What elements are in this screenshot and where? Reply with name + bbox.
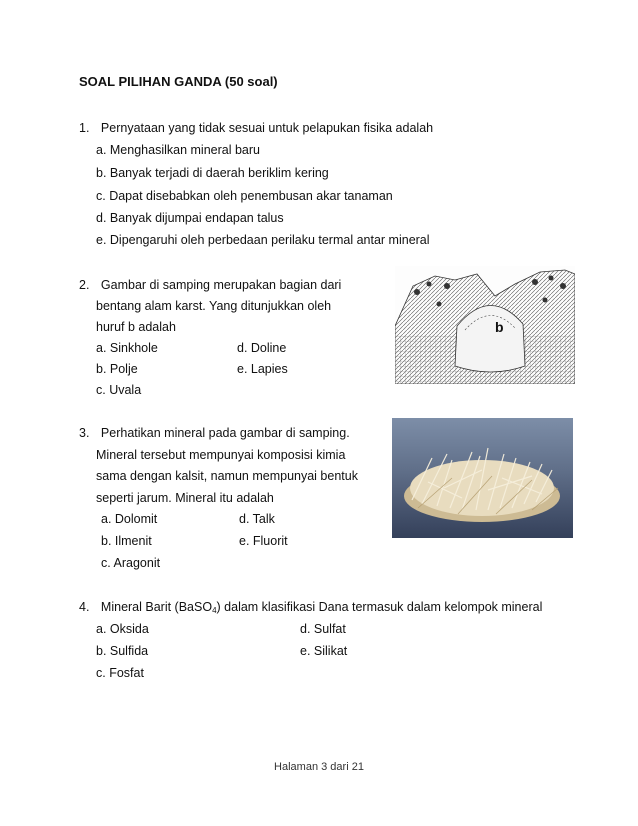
option: b. Polje <box>96 362 138 376</box>
option: c. Uvala <box>96 383 142 397</box>
option: a. Dolomit <box>101 512 158 526</box>
option: d. Talk <box>239 512 275 526</box>
question-4 <box>79 600 542 618</box>
question-text: seperti jarum. Mineral itu adalah <box>96 491 274 505</box>
question-number: 3. <box>79 426 90 440</box>
section-title: SOAL PILIHAN GANDA (50 soal) <box>79 74 278 89</box>
option: a. Sinkhole <box>96 341 158 355</box>
figure-label: b <box>495 319 504 335</box>
question-3 <box>79 426 350 441</box>
option: c. Aragonit <box>101 556 161 570</box>
option: d. Banyak dijumpai endapan talus <box>96 211 284 225</box>
question-text-after: ) dalam klasifikasi Dana termasuk dalam kelompok mineral <box>216 600 543 614</box>
option: c. Dapat disebabkan oleh penembusan akar tanaman <box>96 189 393 203</box>
option: e. Dipengaruhi oleh perbedaan perilaku termal antar mineral <box>96 233 430 247</box>
option: e. Lapies <box>237 362 288 376</box>
question-number: 1. <box>79 121 90 135</box>
option: b. Banyak terjadi di daerah beriklim kering <box>96 166 329 180</box>
option: a. Menghasilkan mineral baru <box>96 143 260 157</box>
question-number: 2. <box>79 278 90 292</box>
chemical-subscript: 4 <box>212 606 217 615</box>
page-footer: Halaman 3 dari 21 <box>274 761 364 773</box>
option: d. Sulfat <box>300 622 346 636</box>
question-1 <box>79 121 433 136</box>
needle-crystal-illustration <box>392 418 573 538</box>
question-text: Gambar di samping merupakan bagian dari <box>100 278 342 292</box>
option: c. Fosfat <box>96 666 144 680</box>
question-text: Mineral tersebut mempunyai komposisi kimia <box>96 448 346 462</box>
question-text: sama dengan kalsit, namun mempunyai bentuk <box>96 469 358 483</box>
question-text: huruf b adalah <box>96 320 176 334</box>
option: e. Fluorit <box>239 534 288 548</box>
aragonite-mineral-photo <box>392 418 573 538</box>
option: b. Sulfida <box>96 644 149 658</box>
karst-sketch-illustration <box>395 266 575 384</box>
question-text: Perhatikan mineral pada gambar di samping. <box>100 426 350 440</box>
question-text: Pernyataan yang tidak sesuai untuk pelapukan fisika adalah <box>100 121 434 135</box>
option: b. Ilmenit <box>101 534 152 548</box>
option: e. Silikat <box>300 644 348 658</box>
karst-landform-figure <box>395 266 575 384</box>
option: a. Oksida <box>96 622 149 636</box>
question-number: 4. <box>79 600 90 614</box>
question-2 <box>79 278 341 293</box>
question-text-before: Mineral Barit (BaSO <box>100 600 213 614</box>
question-text: bentang alam karst. Yang ditunjukkan oleh <box>96 299 332 313</box>
option: d. Doline <box>237 341 287 355</box>
